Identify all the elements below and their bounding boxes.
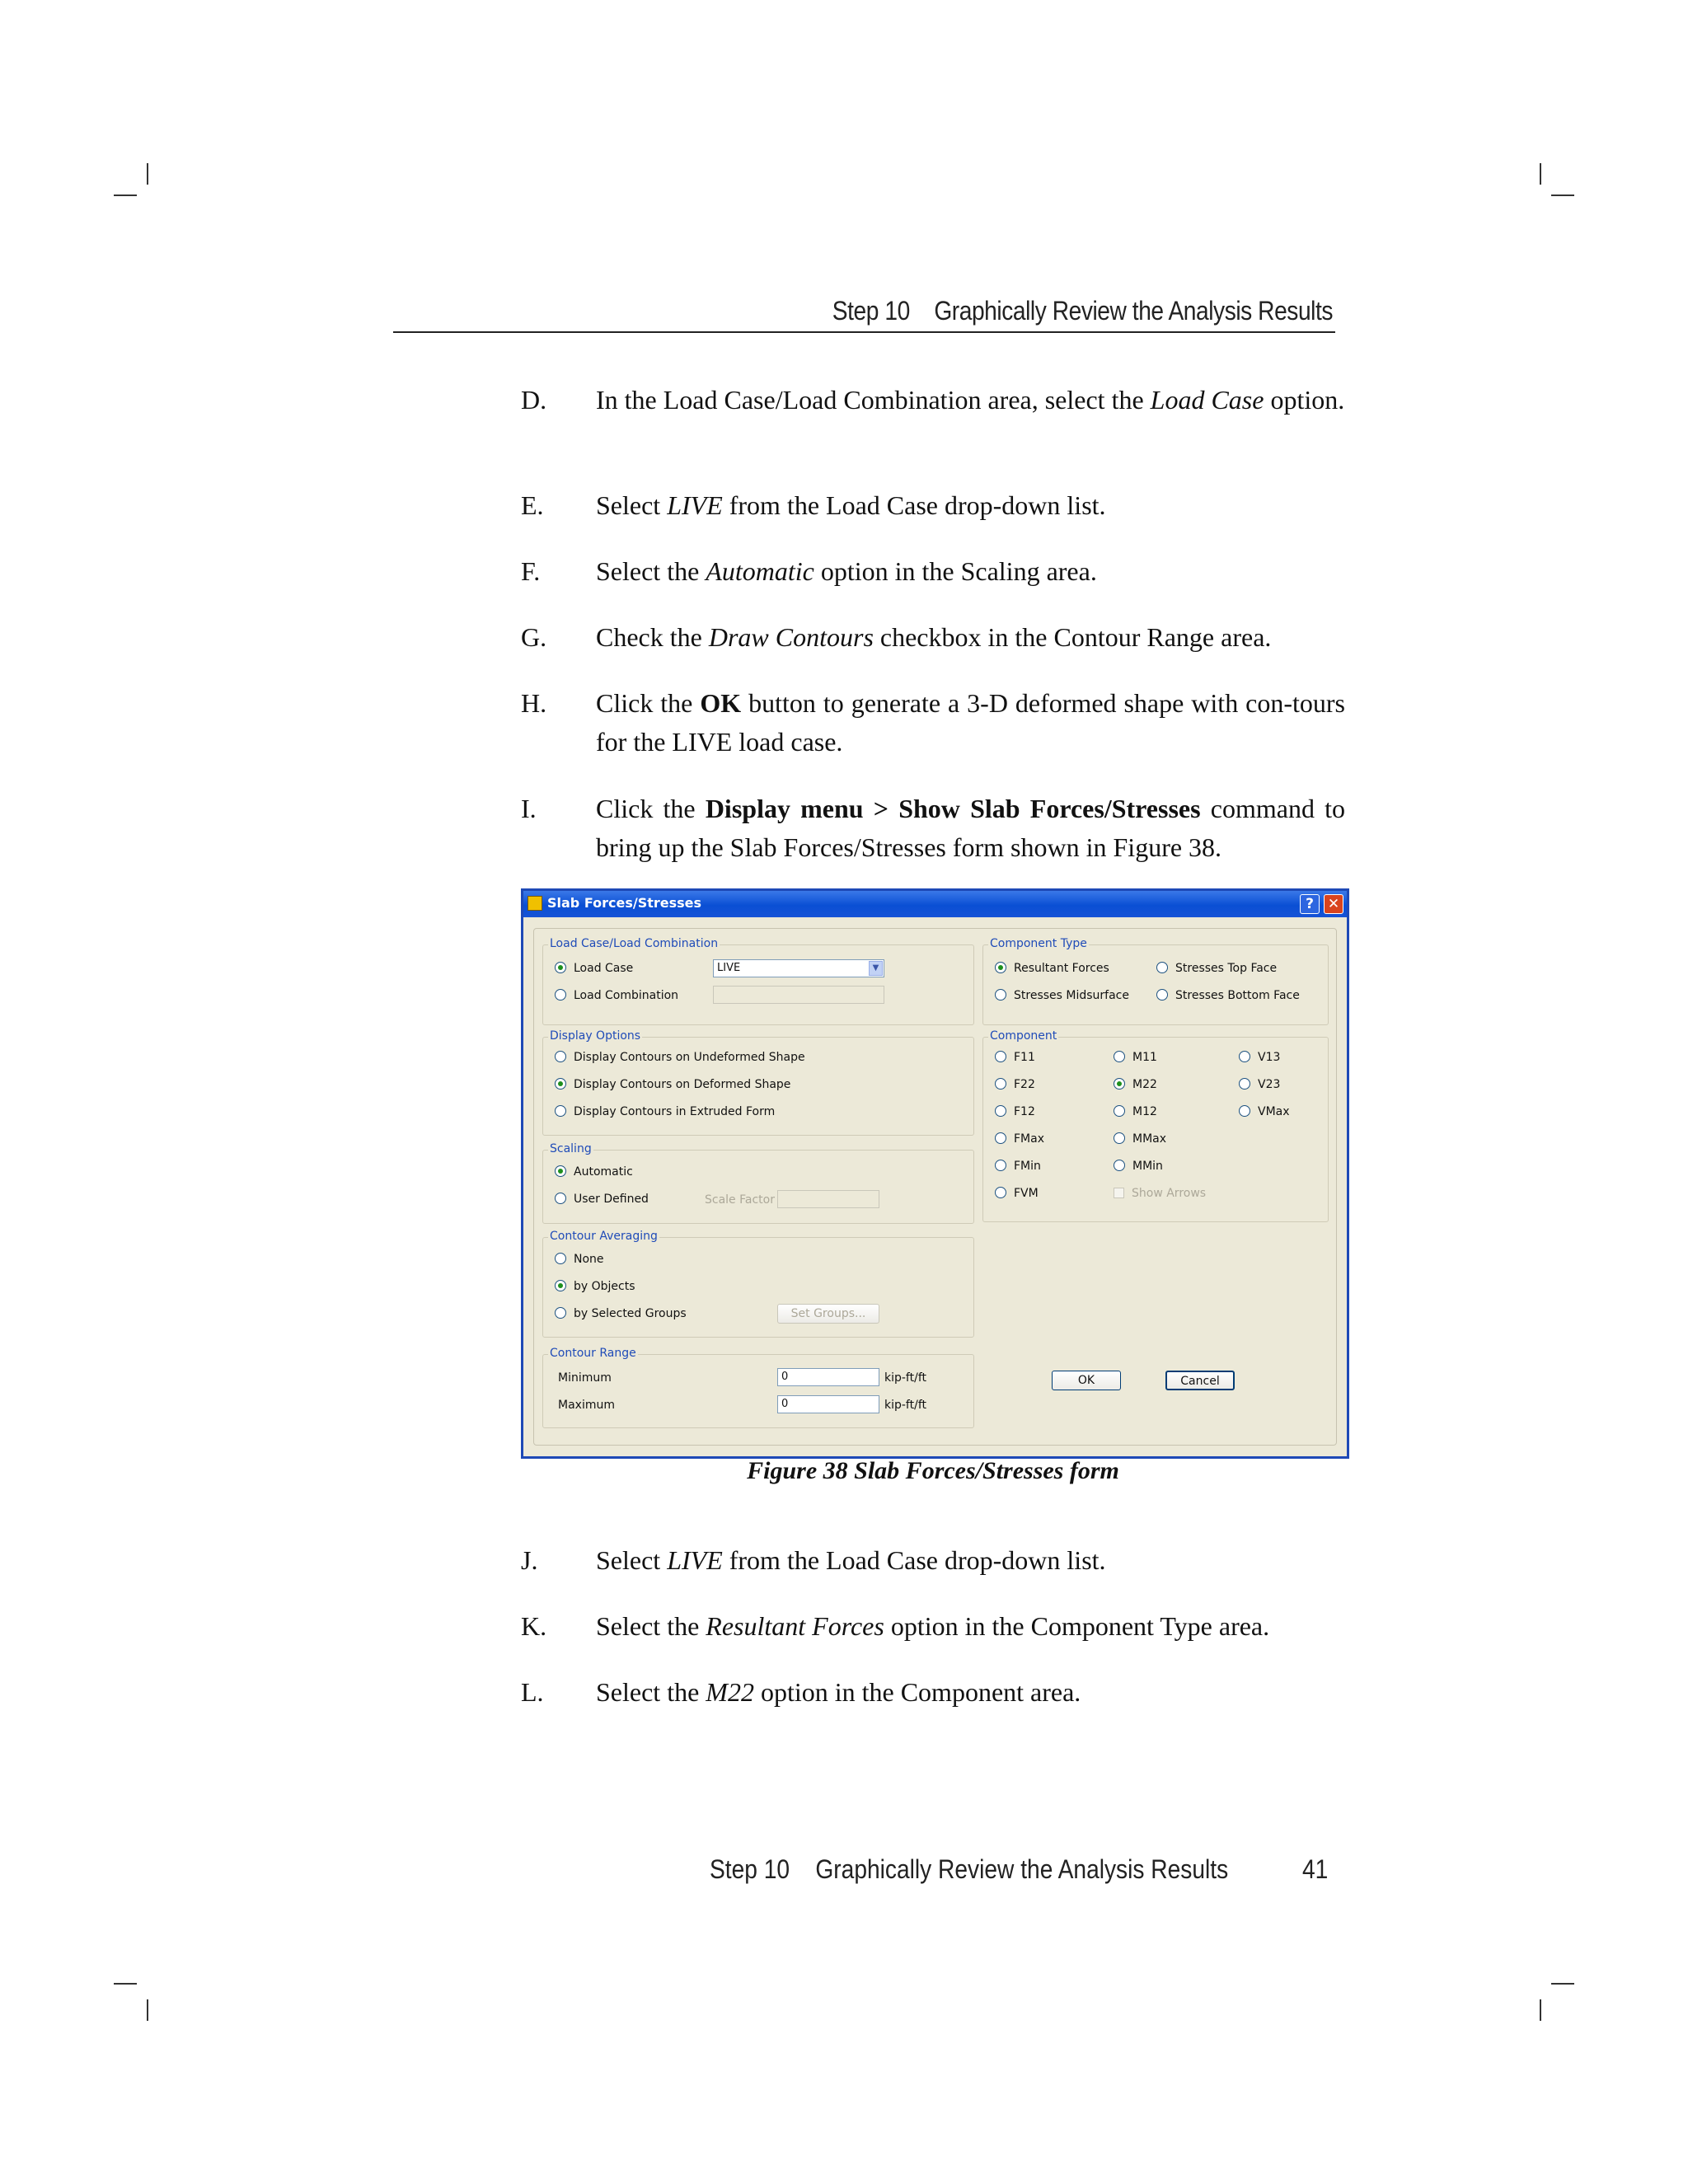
running-header: [393, 293, 1335, 333]
radio-icon: [995, 1132, 1006, 1144]
load-case-group: [542, 937, 974, 1025]
running-header-text: Step 10 Graphically Review the Analysis Results: [832, 296, 1333, 326]
step-letter: G.: [521, 622, 547, 652]
fmax-radio[interactable]: FMax: [995, 1132, 1044, 1146]
step-letter: F.: [521, 556, 541, 586]
close-button[interactable]: ✕: [1324, 894, 1343, 914]
radio-icon: [555, 1307, 566, 1319]
stresses-midsurface-radio[interactable]: Stresses Midsurface: [995, 989, 1129, 1002]
cancel-button[interactable]: Cancel: [1165, 1371, 1235, 1390]
by-objects-radio[interactable]: by Objects: [555, 1280, 635, 1293]
step-item: [521, 552, 1345, 591]
maximum-unit: kip-ft/ft: [884, 1399, 926, 1412]
radio-icon: [555, 1253, 566, 1264]
radio-icon: [555, 1105, 566, 1117]
minimum-label: Minimum: [558, 1371, 612, 1385]
v23-radio[interactable]: V23: [1239, 1078, 1280, 1091]
step-letter: I.: [521, 794, 537, 823]
step-letter: E.: [521, 490, 544, 520]
v13-radio[interactable]: V13: [1239, 1051, 1280, 1064]
scale-factor-label: Scale Factor: [705, 1193, 775, 1207]
radio-icon: [995, 1051, 1006, 1062]
crop-mark: [1551, 194, 1574, 196]
radio-selected-icon: [1114, 1078, 1125, 1090]
dialog-titlebar: [523, 891, 1347, 917]
dialog-body: [533, 928, 1337, 1446]
crop-mark: [1540, 163, 1541, 185]
show-arrows-checkbox[interactable]: Show Arrows: [1114, 1187, 1206, 1200]
step-letter: L.: [521, 1677, 544, 1707]
step-item: [521, 684, 1345, 762]
radio-selected-icon: [555, 962, 566, 973]
step-letter: D.: [521, 385, 547, 415]
radio-selected-icon: [555, 1280, 566, 1291]
checkbox-icon: [1114, 1188, 1124, 1198]
radio-icon: [1156, 962, 1168, 973]
load-combination-dropdown[interactable]: [713, 986, 884, 1004]
chevron-down-icon[interactable]: ▼: [869, 961, 883, 976]
contour-range-group: [542, 1347, 974, 1428]
radio-icon: [995, 989, 1006, 1001]
by-selected-groups-radio[interactable]: by Selected Groups: [555, 1307, 687, 1320]
step-text: Click the Display menu > Show Slab Forces/Stresses command to bring up the Slab Forces/Stresses form shown in Figure 38.: [596, 794, 1346, 862]
step-text: Click the OK button to generate a 3-D deformed shape with con-tours for the LIVE load case.: [596, 688, 1346, 757]
radio-icon: [995, 1187, 1006, 1198]
display-undeformed-radio[interactable]: Display Contours on Undeformed Shape: [555, 1051, 805, 1064]
step-text: Select LIVE from the Load Case drop-down list.: [596, 490, 1106, 520]
radio-icon: [1239, 1078, 1250, 1090]
step-letter: H.: [521, 688, 547, 718]
page-number: 41: [1302, 1854, 1329, 1884]
radio-icon: [995, 1160, 1006, 1171]
scaling-group: [542, 1142, 974, 1224]
crop-mark: [114, 194, 137, 196]
f11-radio[interactable]: F11: [995, 1051, 1035, 1064]
help-button[interactable]: ?: [1300, 894, 1320, 914]
step-item: [521, 486, 1345, 525]
ok-button[interactable]: OK: [1052, 1371, 1121, 1390]
group-label: Component: [990, 1029, 1057, 1043]
automatic-radio[interactable]: Automatic: [555, 1165, 633, 1179]
component-group: [982, 1029, 1329, 1222]
stresses-top-face-radio[interactable]: Stresses Top Face: [1156, 962, 1277, 975]
set-groups-button[interactable]: Set Groups...: [777, 1304, 879, 1324]
crop-mark: [147, 1999, 148, 2021]
f22-radio[interactable]: F22: [995, 1078, 1035, 1091]
maximum-label: Maximum: [558, 1399, 615, 1412]
stresses-bottom-face-radio[interactable]: Stresses Bottom Face: [1156, 989, 1300, 1002]
contour-averaging-group: [542, 1230, 974, 1338]
vmax-radio[interactable]: VMax: [1239, 1105, 1290, 1118]
display-options-group: [542, 1029, 974, 1136]
step-text: Select LIVE from the Load Case drop-down list.: [596, 1545, 1106, 1575]
radio-icon: [995, 1078, 1006, 1090]
app-icon: [528, 896, 542, 911]
minimum-input[interactable]: 0: [777, 1368, 879, 1386]
radio-icon: [1114, 1160, 1125, 1171]
dialog-title: Slab Forces/Stresses: [547, 895, 702, 911]
none-radio[interactable]: None: [555, 1253, 604, 1266]
step-item: [521, 1541, 1345, 1580]
radio-icon: [1239, 1105, 1250, 1117]
radio-icon: [1114, 1051, 1125, 1062]
fmin-radio[interactable]: FMin: [995, 1160, 1041, 1173]
crop-mark: [147, 163, 148, 185]
display-deformed-radio[interactable]: Display Contours on Deformed Shape: [555, 1078, 790, 1091]
step-item: [521, 790, 1345, 867]
radio-icon: [1239, 1051, 1250, 1062]
step-text: Check the Draw Contours checkbox in the Contour Range area.: [596, 622, 1272, 652]
maximum-input[interactable]: 0: [777, 1395, 879, 1413]
load-case-dropdown[interactable]: LIVE ▼: [713, 959, 884, 977]
radio-icon: [1114, 1105, 1125, 1117]
group-label: Contour Range: [550, 1347, 636, 1360]
radio-selected-icon: [995, 962, 1006, 973]
slab-forces-dialog: [521, 888, 1349, 1459]
figure-caption: Figure 38 Slab Forces/Stresses form: [747, 1457, 1119, 1484]
group-label: Component Type: [990, 937, 1087, 950]
load-case-radio[interactable]: Load Case: [555, 962, 633, 975]
crop-mark: [1540, 1999, 1541, 2021]
display-extruded-radio[interactable]: Display Contours in Extruded Form: [555, 1105, 775, 1118]
group-label: Display Options: [550, 1029, 641, 1043]
step-letter: K.: [521, 1611, 547, 1641]
step-item: [521, 618, 1345, 657]
m22-radio[interactable]: M22: [1114, 1078, 1157, 1091]
radio-icon: [555, 1051, 566, 1062]
radio-selected-icon: [555, 1165, 566, 1177]
group-label: Contour Averaging: [550, 1230, 658, 1243]
step-text: Select the M22 option in the Component area.: [596, 1677, 1081, 1707]
step-item: [521, 1607, 1345, 1646]
m12-radio[interactable]: M12: [1114, 1105, 1157, 1118]
running-footer: Step 10 Graphically Review the Analysis Results: [710, 1854, 1229, 1884]
radio-icon: [1156, 989, 1168, 1001]
user-defined-radio[interactable]: User Defined: [555, 1193, 649, 1206]
radio-selected-icon: [555, 1078, 566, 1090]
step-text: In the Load Case/Load Combination area, select the Load Case option.: [596, 385, 1345, 415]
step-item: [521, 1673, 1345, 1712]
mmin-radio[interactable]: MMin: [1114, 1160, 1163, 1173]
radio-icon: [1114, 1132, 1125, 1144]
load-combination-radio[interactable]: Load Combination: [555, 989, 678, 1002]
step-letter: J.: [521, 1545, 538, 1575]
crop-mark: [114, 1983, 137, 1985]
component-type-group: [982, 937, 1329, 1025]
step-text: Select the Automatic option in the Scaling area.: [596, 556, 1097, 586]
fvm-radio[interactable]: FVM: [995, 1187, 1039, 1200]
minimum-unit: kip-ft/ft: [884, 1371, 926, 1385]
resultant-forces-radio[interactable]: Resultant Forces: [995, 962, 1109, 975]
radio-icon: [995, 1105, 1006, 1117]
crop-mark: [1551, 1983, 1574, 1985]
m11-radio[interactable]: M11: [1114, 1051, 1157, 1064]
step-item: [521, 381, 1345, 419]
radio-icon: [555, 1193, 566, 1204]
group-label: Load Case/Load Combination: [550, 937, 719, 950]
f12-radio[interactable]: F12: [995, 1105, 1035, 1118]
mmax-radio[interactable]: MMax: [1114, 1132, 1166, 1146]
radio-icon: [555, 989, 566, 1001]
group-label: Scaling: [550, 1142, 592, 1155]
step-text: Select the Resultant Forces option in the Component Type area.: [596, 1611, 1270, 1641]
scale-factor-input[interactable]: [777, 1190, 879, 1208]
